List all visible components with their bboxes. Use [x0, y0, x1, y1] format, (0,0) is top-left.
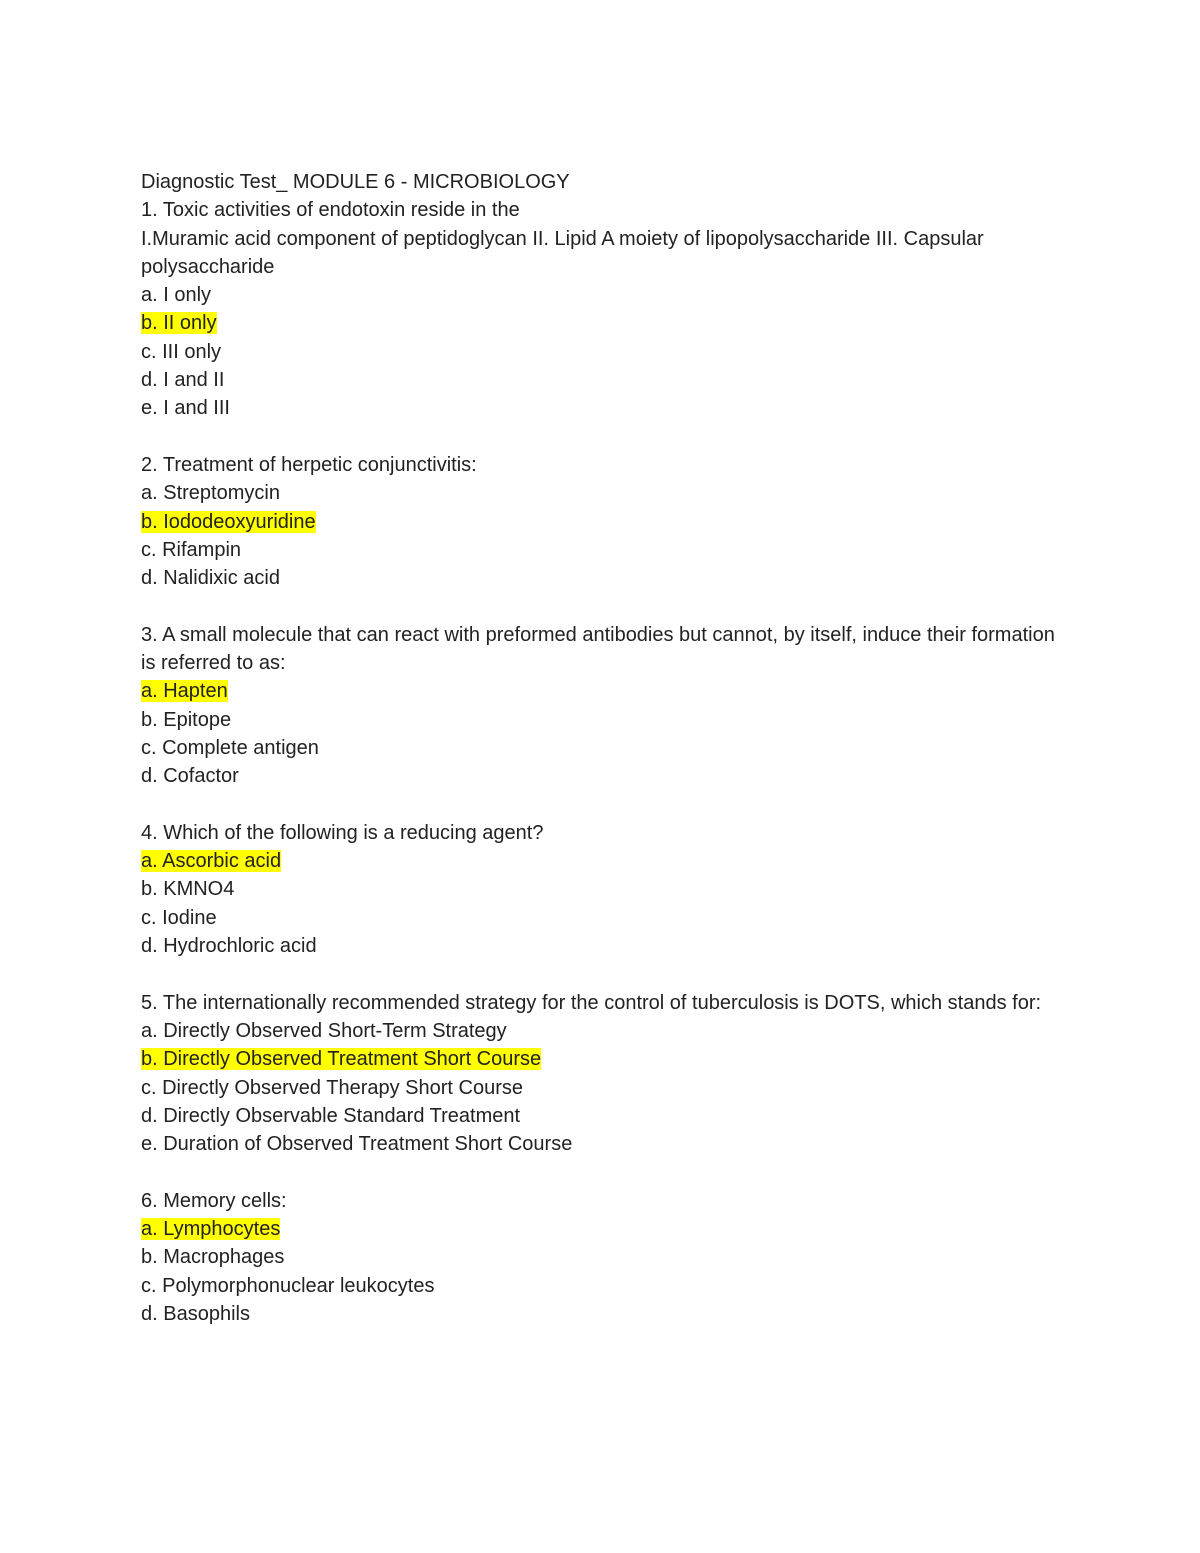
answer-option: c. Polymorphonuclear leukocytes [141, 1274, 435, 1297]
question-1 [141, 196, 1071, 422]
question-prompt: 1. Toxic activities of endotoxin reside in the [141, 199, 520, 222]
answer-option-correct [141, 1045, 1071, 1073]
answer-option: a. I only [141, 284, 212, 307]
answer-option: d. Hydrochloric acid [141, 935, 317, 958]
blank-line [141, 960, 1071, 988]
answer-option: e. I and III [141, 397, 230, 420]
answer-option: a. Directly Observed Short-Term Strategy [141, 1019, 507, 1042]
correct-answer-highlight: a. Lymphocytes [141, 1217, 281, 1240]
answer-option: d. I and II [141, 369, 225, 392]
correct-answer-highlight: a. Ascorbic acid [141, 850, 282, 873]
answer-option: d. Directly Observable Standard Treatment [141, 1104, 521, 1127]
document-body [141, 168, 1071, 1328]
answer-option: b. KMNO4 [141, 878, 235, 901]
question-4 [141, 819, 1071, 960]
question-prompt: 6. Memory cells: [141, 1189, 287, 1212]
blank-line [141, 791, 1071, 819]
question-prompt-extra: I.Muramic acid component of peptidoglycan II. Lipid A moiety of lipopolysaccharide III. Capsular polysaccharide [141, 227, 984, 278]
answer-option: d. Cofactor [141, 765, 239, 788]
correct-answer-highlight: b. II only [141, 312, 217, 335]
correct-answer-highlight: b. Directly Observed Treatment Short Course [141, 1048, 542, 1071]
answer-option-correct [141, 309, 1071, 337]
correct-answer-highlight: b. Iododeoxyuridine [141, 510, 316, 533]
answer-option: c. Directly Observed Therapy Short Course [141, 1076, 524, 1099]
answer-option: e. Duration of Observed Treatment Short Course [141, 1133, 573, 1156]
answer-option: b. Epitope [141, 708, 232, 731]
answer-option: c. Complete antigen [141, 736, 319, 759]
correct-answer-highlight: a. Hapten [141, 680, 228, 703]
answer-option-correct [141, 1215, 1071, 1243]
blank-line [141, 423, 1071, 451]
question-prompt: 2. Treatment of herpetic conjunctivitis: [141, 453, 477, 476]
answer-option-correct [141, 677, 1071, 705]
document-title: Diagnostic Test_ MODULE 6 - MICROBIOLOGY [141, 171, 570, 193]
answer-option: a. Streptomycin [141, 482, 280, 505]
answer-option: d. Nalidixic acid [141, 567, 280, 590]
question-3 [141, 621, 1071, 791]
question-5 [141, 989, 1071, 1159]
question-prompt: 5. The internationally recommended strategy for the control of tuberculosis is DOTS, which stands for: [141, 991, 1042, 1014]
answer-option-correct [141, 508, 1071, 536]
answer-option: c. Rifampin [141, 538, 242, 561]
answer-option: c. Iodine [141, 906, 217, 929]
answer-option: b. Macrophages [141, 1246, 285, 1269]
question-prompt: 3. A small molecule that can react with preformed antibodies but cannot, by itself, induce their formation is referred to as: [141, 623, 1055, 675]
blank-line [141, 1158, 1071, 1186]
answer-option-correct [141, 847, 1071, 875]
answer-option: c. III only [141, 340, 222, 363]
answer-option: d. Basophils [141, 1302, 250, 1325]
blank-line [141, 592, 1071, 620]
question-6 [141, 1187, 1071, 1328]
question-prompt: 4. Which of the following is a reducing agent? [141, 821, 544, 844]
question-2 [141, 451, 1071, 592]
